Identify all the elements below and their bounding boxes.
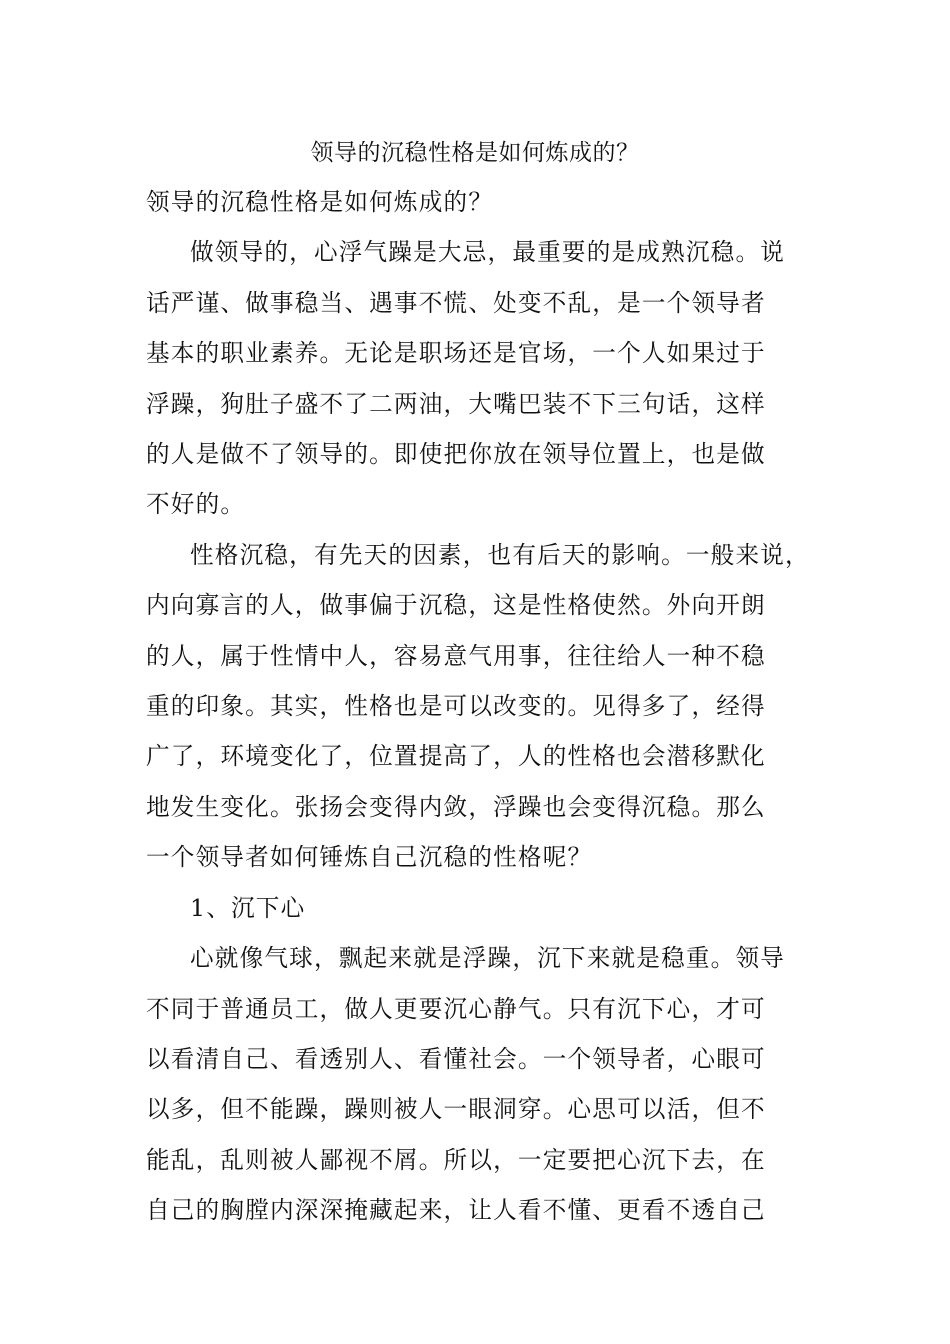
text-line: 的人是做不了领导的。即使把你放在领导位置上，也是做 (146, 440, 766, 469)
text-line: 浮躁，狗肚子盛不了二两油，大嘴巴装不下三句话，这样 (146, 389, 766, 418)
document-title: 领导的沉稳性格是如何炼成的？ (310, 140, 640, 166)
text-line: 地发生变化。张扬会变得内敛，浮躁也会变得沉稳。那么 (146, 792, 766, 821)
text-line: 不好的。 (146, 490, 246, 519)
text-line: 内向寡言的人，做事偏于沉稳，这是性格使然。外向开朗 (146, 591, 766, 620)
text-line: 不同于普通员工，做人更要沉心静气。只有沉下心，才可 (146, 994, 766, 1023)
text-line: 做领导的，心浮气躁是大忌，最重要的是成熟沉稳。说 (190, 238, 786, 267)
text-line: 的人，属于性情中人，容易意气用事，往往给人一种不稳 (146, 641, 766, 670)
text-line: 能乱，乱则被人鄙视不屑。所以，一定要把心沉下去，在 (146, 1145, 766, 1174)
text-line: 以多，但不能躁，躁则被人一眼洞穿。心思可以活，但不 (146, 1095, 766, 1124)
text-line: 一个领导者如何锤炼自己沉稳的性格呢？ (146, 843, 593, 872)
text-line: 基本的职业素养。无论是职场还是官场，一个人如果过于 (146, 339, 766, 368)
text-line: 以看清自己、看透别人、看懂社会。一个领导者，心眼可 (146, 1044, 766, 1073)
text-line: 广了，环境变化了，位置提高了，人的性格也会潜移默化 (146, 742, 766, 771)
text-line: 话严谨、做事稳当、遇事不慌、处变不乱，是一个领导者 (146, 288, 766, 317)
text-line: 1、沉下心 (190, 893, 306, 922)
text-line: 自己的胸膛内深深掩藏起来，让人看不懂、更看不透自己 (146, 1196, 766, 1225)
text-line: 领导的沉稳性格是如何炼成的？ (146, 188, 494, 216)
text-line: 心就像气球，飘起来就是浮躁，沉下来就是稳重。领导 (190, 944, 786, 973)
document-body (146, 177, 836, 1236)
text-line: 重的印象。其实，性格也是可以改变的。见得多了，经得 (146, 692, 766, 721)
text-line: 性格沉稳，有先天的因素，也有后天的影响。一般来说， (190, 540, 810, 569)
